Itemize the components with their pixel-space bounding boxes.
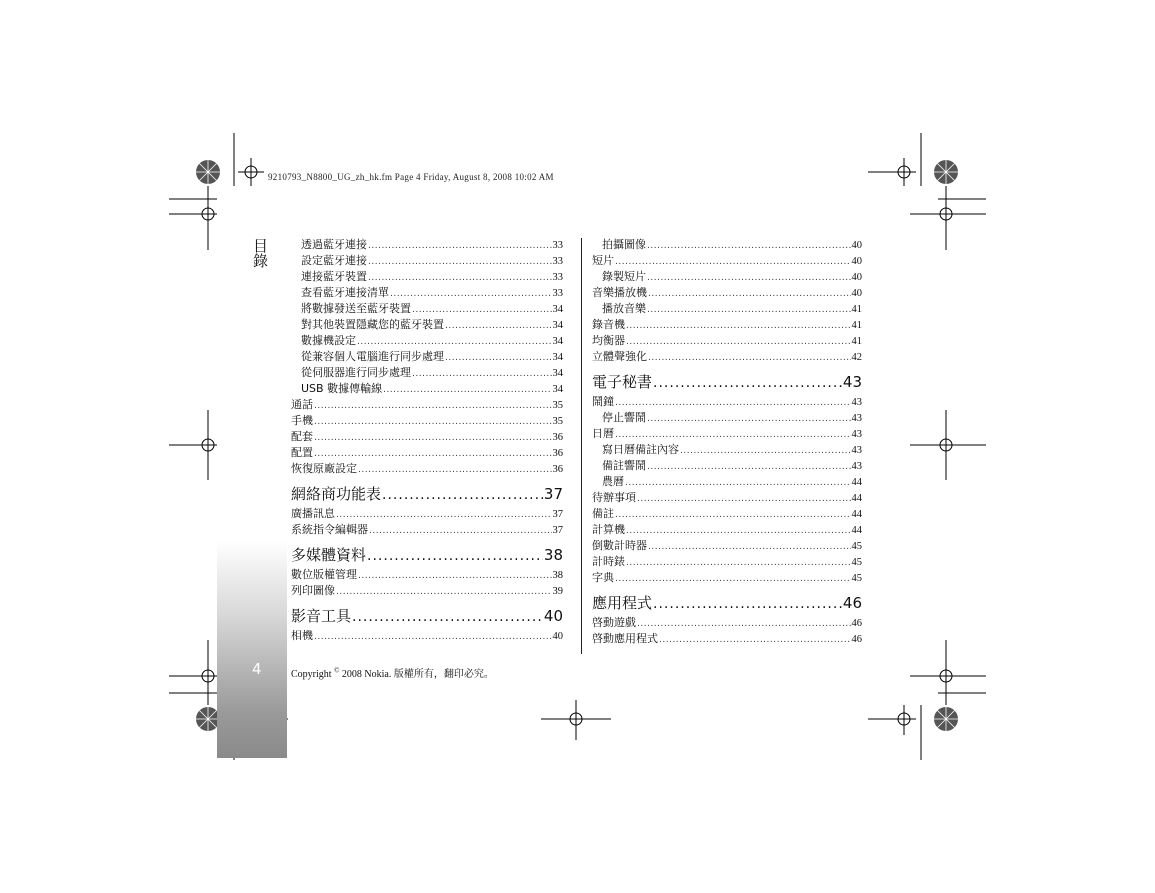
toc-entry[interactable] xyxy=(291,628,563,644)
toc-leader-dots xyxy=(367,546,543,566)
copyright-text: 2008 Nokia. 版權所有，翻印必究。 xyxy=(339,669,494,680)
toc-leader-dots xyxy=(314,629,552,645)
toc-leader-dots xyxy=(382,485,543,505)
toc-entry-label: 電子秘書 xyxy=(592,373,653,391)
toc-entry[interactable] xyxy=(592,410,862,426)
toc-entry-page: 36 xyxy=(552,432,563,443)
toc-leader-dots xyxy=(368,238,552,254)
toc-entry-label: 拍攝圖像 xyxy=(602,238,646,251)
toc-leader-dots xyxy=(615,395,851,411)
toc-entry[interactable] xyxy=(291,583,563,599)
toc-entry-label: 錄音機 xyxy=(592,318,625,331)
toc-entry-page: 43 xyxy=(851,397,862,408)
toc-entry-label: 錄製短片 xyxy=(602,270,646,283)
toc-entry-page: 45 xyxy=(851,541,862,552)
toc-entry-page: 35 xyxy=(552,400,563,411)
toc-entry-label: 影音工具 xyxy=(291,607,352,625)
toc-leader-dots xyxy=(637,616,851,632)
toc-section-heading[interactable] xyxy=(592,593,862,613)
toc-entry-page: 38 xyxy=(552,570,563,581)
toc-leader-dots xyxy=(412,302,552,318)
toc-entry-page: 33 xyxy=(552,288,563,299)
toc-section-heading[interactable] xyxy=(291,545,563,565)
toc-leader-dots xyxy=(383,382,551,398)
toc-entry[interactable] xyxy=(592,490,862,506)
toc-leader-dots xyxy=(653,594,842,614)
toc-entry-page: 34 xyxy=(552,336,563,347)
toc-entry-page: 40 xyxy=(851,272,862,283)
toc-entry[interactable] xyxy=(291,253,563,269)
toc-entry-page: 44 xyxy=(851,493,862,504)
page-number: 4 xyxy=(252,660,262,678)
toc-entry[interactable] xyxy=(592,522,862,538)
toc-entry-page: 40 xyxy=(851,256,862,267)
toc-entry[interactable] xyxy=(291,317,563,333)
toc-entry-page: 36 xyxy=(552,448,563,459)
toc-leader-dots xyxy=(648,286,851,302)
toc-entry-label: 通話 xyxy=(291,398,313,411)
toc-leader-dots xyxy=(314,398,552,414)
toc-entry[interactable] xyxy=(592,538,862,554)
toc-leader-dots xyxy=(615,427,851,443)
toc-entry-label: 數據機設定 xyxy=(301,334,356,347)
toc-entry-label: 配套 xyxy=(291,430,313,443)
toc-entry[interactable] xyxy=(592,269,862,285)
copyright-word: Copyright xyxy=(291,669,332,680)
toc-entry-label: 設定藍牙連接 xyxy=(301,254,367,267)
toc-leader-dots xyxy=(615,254,851,270)
toc-entry-page: 43 xyxy=(842,373,862,391)
toc-entry-label: 從兼容個人電腦進行同步處理 xyxy=(301,350,444,363)
toc-entry-label: 立體聲強化 xyxy=(592,350,647,363)
toc-entry-page: 37 xyxy=(543,485,563,503)
toc-entry[interactable] xyxy=(592,333,862,349)
toc-entry-page: 38 xyxy=(543,546,563,564)
toc-leader-dots xyxy=(647,459,851,475)
toc-entry[interactable] xyxy=(291,285,563,301)
toc-entry-label: 系統指令編輯器 xyxy=(291,523,368,536)
toc-entry-page: 33 xyxy=(552,272,563,283)
toc-leader-dots xyxy=(358,568,552,584)
toc-entry-page: 35 xyxy=(552,416,563,427)
toc-entry-label: 手機 xyxy=(291,414,313,427)
toc-leader-dots xyxy=(625,475,851,491)
toc-entry-label: 鬧鐘 xyxy=(592,395,614,408)
toc-entry-label: 從伺服器進行同步處理 xyxy=(301,366,411,379)
toc-entry[interactable] xyxy=(291,301,563,317)
toc-entry[interactable] xyxy=(592,458,862,474)
toc-leader-dots xyxy=(647,270,851,286)
toc-entry[interactable] xyxy=(291,397,563,413)
toc-entry[interactable] xyxy=(291,237,563,253)
toc-leader-dots xyxy=(626,523,851,539)
toc-entry-label: 配置 xyxy=(291,446,313,459)
toc-entry-label: 倒數計時器 xyxy=(592,539,647,552)
toc-entry-label: 透過藍牙連接 xyxy=(301,238,367,251)
toc-entry-label: USB 數據傳輸線 xyxy=(301,382,383,395)
toc-entry-label: 字典 xyxy=(592,571,614,584)
toc-leader-dots xyxy=(358,462,552,478)
toc-entry-label: 啓動遊戲 xyxy=(592,616,636,629)
toc-entry-page: 46 xyxy=(851,634,862,645)
toc-leader-dots xyxy=(314,446,552,462)
toc-entry-page: 33 xyxy=(552,256,563,267)
toc-entry-page: 45 xyxy=(851,573,862,584)
toc-leader-dots xyxy=(647,411,851,427)
toc-entry-label: 網絡商功能表 xyxy=(291,485,382,503)
toc-leader-dots xyxy=(412,366,552,382)
toc-leader-dots xyxy=(445,350,552,366)
toc-entry-label: 停止響鬧 xyxy=(602,411,646,424)
print-header: 9210793_N8800_UG_zh_hk.fm Page 4 Friday, August 8, 2008 10:02 AM xyxy=(268,172,554,182)
toc-entry[interactable] xyxy=(592,631,862,647)
toc-entry[interactable] xyxy=(592,317,862,333)
toc-entry-page: 44 xyxy=(851,509,862,520)
copyright-symbol: © xyxy=(334,666,340,675)
toc-entry-label: 廣播訊息 xyxy=(291,507,335,520)
toc-leader-dots xyxy=(648,350,851,366)
toc-section-heading[interactable] xyxy=(291,484,563,504)
toc-leader-dots xyxy=(626,334,851,350)
toc-entry-label: 農曆 xyxy=(602,475,624,488)
toc-entry-label: 應用程式 xyxy=(592,594,653,612)
side-title: 目錄 xyxy=(251,238,269,268)
toc-leader-dots xyxy=(445,318,552,334)
toc-entry-label: 啓動應用程式 xyxy=(592,632,658,645)
toc-leader-dots xyxy=(314,430,552,446)
toc-entry[interactable] xyxy=(592,570,862,586)
toc-entry-page: 44 xyxy=(851,477,862,488)
toc-leader-dots xyxy=(647,238,851,254)
toc-entry-page: 41 xyxy=(851,304,862,315)
toc-leader-dots xyxy=(369,523,552,539)
toc-entry-label: 數位版權管理 xyxy=(291,568,357,581)
toc-entry-label: 備註響鬧 xyxy=(602,459,646,472)
toc-entry-page: 37 xyxy=(552,509,563,520)
toc-leader-dots xyxy=(368,254,552,270)
toc-section-heading[interactable] xyxy=(291,606,563,626)
toc-leader-dots xyxy=(659,632,851,648)
toc-entry[interactable] xyxy=(291,522,563,538)
toc-left-column xyxy=(291,237,563,644)
toc-entry-page: 41 xyxy=(851,320,862,331)
toc-leader-dots xyxy=(647,302,851,318)
toc-entry-label: 多媒體資料 xyxy=(291,546,367,564)
toc-entry[interactable] xyxy=(291,445,563,461)
toc-entry-label: 相機 xyxy=(291,629,313,642)
toc-entry-page: 43 xyxy=(851,429,862,440)
copyright-footer xyxy=(291,665,494,680)
toc-leader-dots xyxy=(626,318,851,334)
toc-entry-label: 播放音樂 xyxy=(602,302,646,315)
toc-entry-page: 43 xyxy=(851,461,862,472)
toc-leader-dots xyxy=(368,270,552,286)
toc-entry-label: 計時錶 xyxy=(592,555,625,568)
toc-leader-dots xyxy=(615,571,851,587)
toc-entry[interactable] xyxy=(592,301,862,317)
toc-entry[interactable] xyxy=(291,506,563,522)
toc-entry[interactable] xyxy=(592,394,862,410)
toc-entry[interactable] xyxy=(291,381,563,397)
toc-entry-page: 42 xyxy=(851,352,862,363)
toc-leader-dots xyxy=(352,607,543,627)
toc-entry[interactable] xyxy=(291,413,563,429)
toc-entry-page: 40 xyxy=(851,288,862,299)
toc-entry-page: 34 xyxy=(552,304,563,315)
toc-entry[interactable] xyxy=(592,474,862,490)
toc-entry-page: 40 xyxy=(543,607,563,625)
toc-leader-dots xyxy=(653,373,842,393)
toc-entry[interactable] xyxy=(592,554,862,570)
toc-entry-label: 列印圖像 xyxy=(291,584,335,597)
toc-entry-page: 46 xyxy=(851,618,862,629)
toc-leader-dots xyxy=(637,491,851,507)
toc-entry[interactable] xyxy=(291,461,563,477)
toc-entry[interactable] xyxy=(291,365,563,381)
toc-entry[interactable] xyxy=(592,615,862,631)
toc-leader-dots xyxy=(680,443,851,459)
toc-entry-label: 查看藍牙連接清單 xyxy=(301,286,389,299)
toc-entry[interactable] xyxy=(291,269,563,285)
toc-entry-label: 待辦事項 xyxy=(592,491,636,504)
toc-entry[interactable] xyxy=(592,506,862,522)
toc-entry-label: 計算機 xyxy=(592,523,625,536)
toc-entry[interactable] xyxy=(592,426,862,442)
toc-entry-page: 45 xyxy=(851,557,862,568)
toc-entry[interactable] xyxy=(291,567,563,583)
column-divider xyxy=(581,238,582,654)
toc-entry-page: 37 xyxy=(552,525,563,536)
toc-entry[interactable] xyxy=(291,333,563,349)
toc-entry-page: 44 xyxy=(851,525,862,536)
toc-entry-page: 46 xyxy=(842,594,862,612)
toc-entry[interactable] xyxy=(592,253,862,269)
toc-entry-label: 恢復原廠設定 xyxy=(291,462,357,475)
toc-entry-label: 音樂播放機 xyxy=(592,286,647,299)
toc-leader-dots xyxy=(336,584,552,600)
toc-entry-label: 對其他裝置隱藏您的藍牙裝置 xyxy=(301,318,444,331)
toc-entry-label: 將數據發送至藍牙裝置 xyxy=(301,302,411,315)
toc-leader-dots xyxy=(648,539,851,555)
toc-entry-label: 連接藍牙裝置 xyxy=(301,270,367,283)
toc-leader-dots xyxy=(390,286,552,302)
toc-entry[interactable] xyxy=(291,349,563,365)
toc-entry[interactable] xyxy=(592,442,862,458)
toc-entry-page: 33 xyxy=(552,240,563,251)
toc-entry-page: 34 xyxy=(552,368,563,379)
toc-entry[interactable] xyxy=(291,429,563,445)
toc-leader-dots xyxy=(626,555,851,571)
toc-entry-page: 40 xyxy=(552,631,563,642)
toc-entry[interactable] xyxy=(592,237,862,253)
toc-entry-page: 39 xyxy=(552,586,563,597)
toc-entry-label: 均衡器 xyxy=(592,334,625,347)
toc-entry-label: 寫日曆備註內容 xyxy=(602,443,679,456)
toc-entry-page: 34 xyxy=(552,384,563,395)
toc-entry-label: 日曆 xyxy=(592,427,614,440)
toc-entry-page: 34 xyxy=(552,352,563,363)
toc-entry-page: 43 xyxy=(851,413,862,424)
toc-entry[interactable] xyxy=(592,285,862,301)
toc-leader-dots xyxy=(314,414,552,430)
toc-entry-page: 43 xyxy=(851,445,862,456)
toc-entry-label: 短片 xyxy=(592,254,614,267)
toc-entry-page: 34 xyxy=(552,320,563,331)
toc-leader-dots xyxy=(357,334,552,350)
toc-entry-page: 41 xyxy=(851,336,862,347)
toc-leader-dots xyxy=(336,507,552,523)
toc-section-heading[interactable] xyxy=(592,372,862,392)
toc-right-column xyxy=(592,237,862,647)
toc-leader-dots xyxy=(615,507,851,523)
toc-entry[interactable] xyxy=(592,349,862,365)
toc-entry-label: 備註 xyxy=(592,507,614,520)
toc-entry-page: 36 xyxy=(552,464,563,475)
toc-entry-page: 40 xyxy=(851,240,862,251)
